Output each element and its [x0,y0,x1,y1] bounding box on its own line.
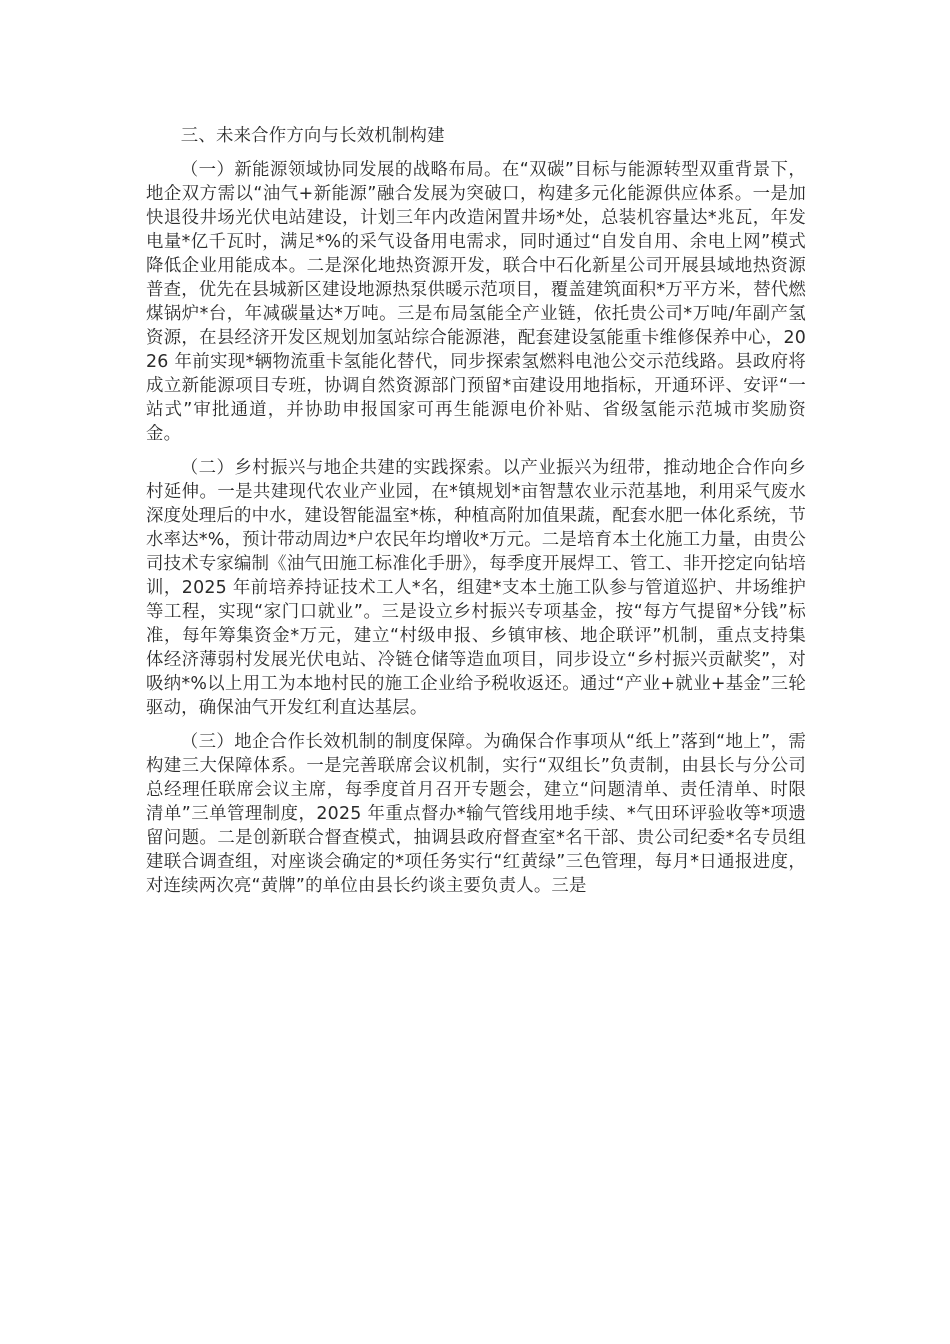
document-page [146,124,806,908]
section-heading: 三、未来合作方向与长效机制构建 [180,126,445,146]
paragraph-rural-revitalization: （二）乡村振兴与地企共建的实践探索。以产业振兴为纽带，推动地企合作向乡村延伸。一是共建现代农业产业园，在*镇规划*亩智慧农业示范基地，利用采气废水深度处理后的中水，建设智能温室*栋，种植高附加值果蔬，配套水肥一体化系统，节水率达*%，预计带动周边*户农民年均增收*万元。二是培育本土化施工力量，由贵公司技术专家编制《油气田施工标准化手册》，每季度开展焊工、管工、非开挖定向钻培训，2025 年前培养持证技术工人*名，组建*支本土施工队参与管道巡护、井场维护等工程，实现“家门口就业”。三是设立乡村振兴专项基金，按“每方气提留*分钱”标准，每年筹集资金*万元，建立“村级申报、乡镇审核、地企联评”机制，重点支持集体经济薄弱村发展光伏电站、冷链仓储等造血项目，同步设立“乡村振兴贡献奖”，对吸纳*%以上用工为本地村民的施工企业给予税收返还。通过“产业+就业+基金”三轮驱动，确保油气开发红利直达基层。 [146,458,806,718]
paragraph-new-energy-strategy: （一）新能源领域协同发展的战略布局。在“双碳”目标与能源转型双重背景下，地企双方需以“油气+新能源”融合发展为突破口，构建多元化能源供应体系。一是加快退役井场光伏电站建设，计划三年内改造闲置井场*处，总装机容量达*兆瓦，年发电量*亿千瓦时，满足*%的采气设备用电需求，同时通过“自发自用、余电上网”模式降低企业用能成本。二是深化地热资源开发，联合中石化新星公司开展县域地热资源普查，优先在县城新区建设地源热泵供暖示范项目，覆盖建筑面积*万平方米，替代燃煤锅炉*台，年减碳量达*万吨。三是布局氢能全产业链，依托贵公司*万吨/年副产氢资源，在县经济开发区规划加氢站综合能源港，配套建设氢能重卡维修保养中心，2026 年前实现*辆物流重卡氢能化替代，同步探索氢燃料电池公交示范线路。县政府将成立新能源项目专班，协调自然资源部门预留*亩建设用地指标，开通环评、安评“一站式”审批通道，并协助申报国家可再生能源电价补贴、省级氢能示范城市奖励资金。 [146,160,806,444]
paragraph-long-term-mechanism: （三）地企合作长效机制的制度保障。为确保合作事项从“纸上”落到“地上”，需构建三大保障体系。一是完善联席会议机制，实行“双组长”负责制，由县长与分公司总经理任联席会议主席，每季度首月召开专题会，建立“问题清单、责任清单、时限清单”三单管理制度，2025 年重点督办*输气管线用地手续、*气田环评验收等*项遗留问题。二是创新联合督查模式，抽调县政府督查室*名干部、贵公司纪委*名专员组建联合调查组，对座谈会确定的*项任务实行“红黄绿”三色管理，每月*日通报进度，对连续两次亮“黄牌”的单位由县长约谈主要负责人。三是 [146,732,806,896]
